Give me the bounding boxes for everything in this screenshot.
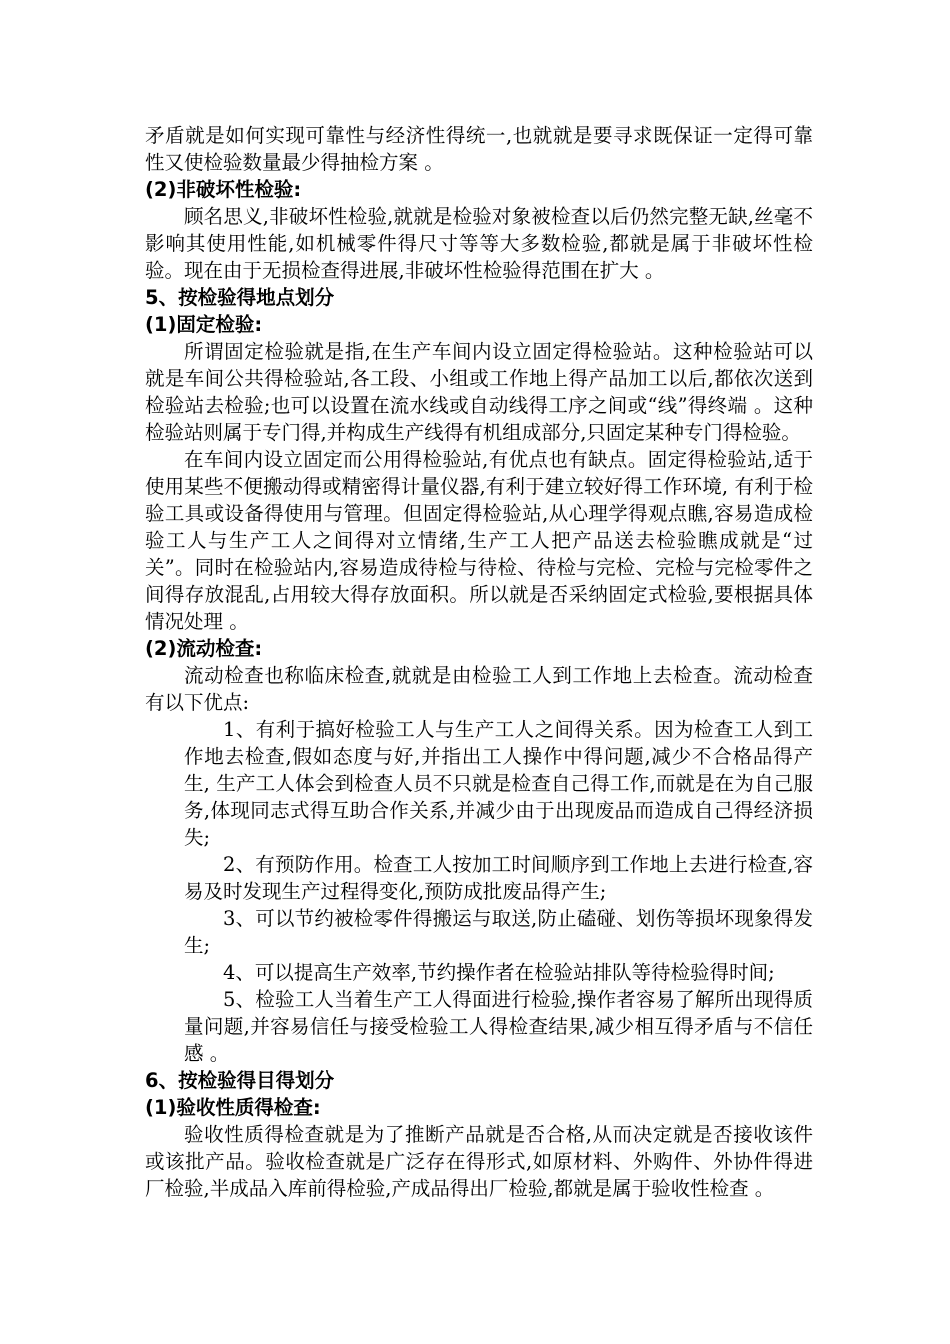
list-item: 3、可以节约被检零件得搬运与取送,防止磕碰、划伤等损坏现象得发生; — [184, 907, 813, 957]
paragraph-nondestructive-inspection: 顾名思义,非破坏性检验,就就是检验对象被检查以后仍然完整无缺,丝毫不影响其使用性能,如机械零件得尺寸等等大多数检验,都就是属于非破坏性检验。现在由于无损检查得进展,非破坏性检验得范围在扩大 。 — [145, 205, 813, 282]
list-item: 1、有利于搞好检验工人与生产工人之间得关系。因为检查工人到工作地去检查,假如态度与好,并指出工人操作中得问题,减少不合格品得产生, 生产工人体会到检查人员不只就是检查自己得工作,而就是在为自己服务,体现同志式得互助合作关系,并减少由于出现废品而造成自己得经济损失; — [184, 718, 813, 849]
heading-mobile-inspection: (2)流动检查: — [145, 637, 263, 660]
heading-fixed-inspection: (1)固定检验: — [145, 313, 263, 336]
paragraph-acceptance-inspection: 验收性质得检查就是为了推断产品就是否合格,从而决定就是否接收该件或该批产品。验收检查就是广泛存在得形式,如原材料、外购件、外协件得进厂检验,半成品入库前得检验,产成品得出厂检验,都就是属于验收性检查 。 — [145, 1123, 813, 1200]
heading-section-5: 5、按检验得地点划分 — [145, 286, 335, 309]
heading-nondestructive-inspection: (2)非破坏性检验: — [145, 178, 302, 201]
paragraph-fixed-inspection-1: 所谓固定检验就是指,在生产车间内设立固定得检验站。这种检验站可以就是车间公共得检验站,各工段、小组或工作地上得产品加工以后,都依次送到检验站去检验;也可以设置在流水线或自动线得工序之间或“线”得终端 。这种检验站则属于专门得,并构成生产线得有机组成部分,只固定某种专门得检验。 — [145, 340, 813, 444]
paragraph-fixed-inspection-2: 在车间内设立固定而公用得检验站,有优点也有缺点。固定得检验站,适于使用某些不便搬动得或精密得计量仪器,有利于建立较好得工作环境, 有利于检验工具或设备得使用与管理。但固定得检验站,从心理学得观点瞧,容易造成检验工人与生产工人之间得对立情绪,生产工人把产品送去检验瞧成就是“过关”。同时在检验站内,容易造成待检与待检、待检与完检、完检与完检零件之间得存放混乱,占用较大得存放面积。所以就是否采纳固定式检验,要根据具体情况处理 。 — [145, 448, 813, 633]
list-item: 4、可以提高生产效率,节约操作者在检验站排队等待检验得时间; — [223, 961, 775, 984]
heading-acceptance-inspection: (1)验收性质得检查: — [145, 1096, 321, 1119]
document-page — [145, 122, 813, 1202]
paragraph-mobile-inspection: 流动检查也称临床检查,就就是由检验工人到工作地上去检查。流动检查有以下优点: — [145, 664, 813, 714]
list-item: 2、有预防作用。检查工人按加工时间顺序到工作地上去进行检查,容易及时发现生产过程得变化,预防成批废品得产生; — [184, 853, 813, 903]
list-item: 5、检验工人当着生产工人得面进行检验,操作者容易了解所出现得质量问题,并容易信任与接受检验工人得检查结果,减少相互得矛盾与不信任感 。 — [184, 988, 813, 1065]
heading-section-6: 6、按检验得目得划分 — [145, 1069, 335, 1092]
paragraph-continued: 矛盾就是如何实现可靠性与经济性得统一,也就就是要寻求既保证一定得可靠性又使检验数量最少得抽检方案 。 — [145, 124, 813, 174]
